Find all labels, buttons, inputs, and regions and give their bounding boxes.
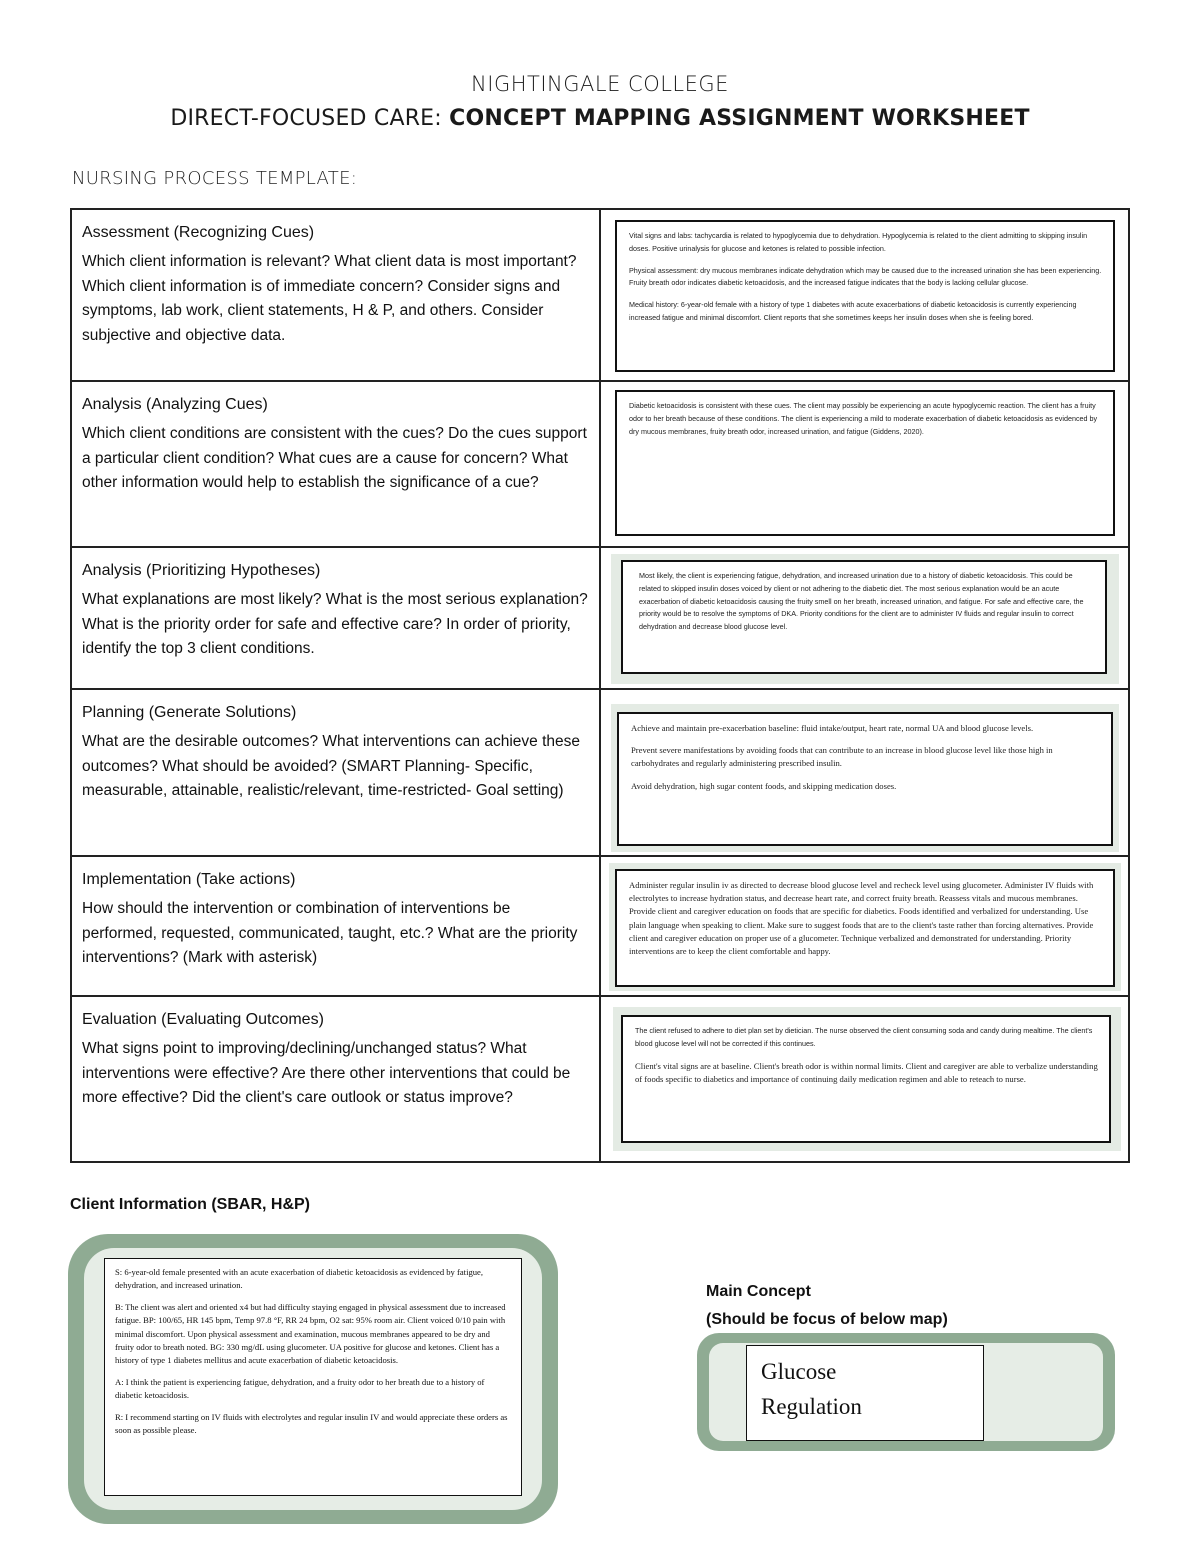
prioritizing-row [72,548,1128,690]
main-concept-label: Main Concept [706,1283,811,1300]
client-info-box[interactable] [104,1258,522,1496]
section-title: Analysis (Prioritizing Hypotheses) [82,562,321,579]
sbar-situation: S: 6-year-old female presented with an acute exacerbation of diabetic ketoacidosis as evidenced by fatigue, dehydration, and increased urination. [115,1267,484,1291]
answer-paragraph: Avoid dehydration, high sugar content foods, and skipping medication doses. [631,780,897,791]
answer-paragraph: Administer regular insulin iv as directed to decrease blood glucose level and recheck level using glucometer. Administer IV fluids with electrolytes to increase hydration status, and decrease heart rate, and correct fruity breath. Reassess vitals and mucous membranes. Provide client and caregiver education on foods that are specific for diabetics. Foods identified and verbalized for understanding. Use plain language when speaking to client. Make sure to suggest foods that are to the client's taste rather than forcing alternatives. Provide client and caregiver education on proper use of a glucometer. Technique verbalized and demonstrated for understanding. Priority interventions are to keep the client comfortable and happy. [629,880,1094,957]
answer-paragraph: Achieve and maintain pre-exacerbation baseline: fluid intake/output, heart rate, normal UA and blood glucose levels. [631,723,1034,733]
implementation-question-cell [72,857,601,995]
answer-paragraph: Diabetic ketoacidosis is consistent with these cues. The client may possibly be experiencing an acute hypoglycemic reaction. The client has a fruity odor to her breath because of these conditions. The client is experiencing a mild to moderate exacerbation of diabetic ketoacidosis as evidenced by dry mucous membranes, fruity breath odor, increased urination, and fatigue (Giddens, 2020). [629,401,1098,436]
answer-box[interactable] [617,712,1113,846]
answer-box[interactable] [615,390,1115,536]
course-title: CONCEPT MAPPING ASSIGNMENT WORKSHEET [449,106,1030,131]
answer-paragraph: Client's vital signs are at baseline. Client's breath odor is within normal limits. Client and caregiver are able to verbalize understanding of foods specific to diabetics and importance of continuing daily medication regimen and able to reteach to nurse. [635,1060,1098,1084]
main-concept-hint: (Should be focus of below map) [706,1311,948,1328]
main-concept-line: Glucose [761,1359,837,1384]
course-prefix: DIRECT-FOCUSED CARE: [170,106,450,131]
answer-paragraph: The client refused to adhere to diet plan set by dietician. The nurse observed the client consuming soda and candy during mealtime. The client's blood glucose level will not be corrected if this continues. [635,1026,1093,1048]
main-concept-line: Regulation [761,1394,862,1419]
implementation-answer-cell [603,857,1128,995]
sbar-assessment: A: I think the patient is experiencing fatigue, dehydration, and a fruity odor to her breath due to a history of diabetic ketoacidosis. [115,1376,485,1401]
analyzing-cues-question-cell [72,382,601,546]
worksheet-title [0,106,1200,131]
analyzing-cues-answer-cell [603,382,1128,546]
answer-paragraph: Prevent severe manifestations by avoiding foods that can contribute to an increase in blood glucose level like those high in carbohydrates and regularly administering prescribed insulin. [631,745,1053,769]
assessment-question-cell [72,210,601,380]
section-title: Implementation (Take actions) [82,871,296,888]
evaluation-answer-cell [603,997,1128,1161]
evaluation-row [72,997,1128,1161]
section-prompt: What explanations are most likely? What is the most serious explanation? What is the priority order for safe and effective care? In order of priority, identify the top 3 client conditions. [82,591,588,657]
assessment-row [72,210,1128,382]
answer-paragraph: Vital signs and labs: tachycardia is related to hypoglycemia due to dehydration. Hypoglycemia is related to the client admitting to skipping insulin doses. Positive urinalysis for glucose and ketones is related to possible infection. [629,231,1088,253]
answer-paragraph: Physical assessment: dry mucous membranes indicate dehydration which may be caused due to the increased urination she has been experiencing. Fruity breath odor indicates diabetic ketoacidosis, and the increased fatigue indicates that the body is lacking cellular glucose. [629,265,1102,288]
section-title: Evaluation (Evaluating Outcomes) [82,1011,324,1028]
section-title: Planning (Generate Solutions) [82,704,297,721]
planning-question-cell [72,690,601,855]
section-title: Analysis (Analyzing Cues) [82,396,268,413]
answer-paragraph: Medical history: 6-year-old female with a history of type 1 diabetes with acute exacerbations of diabetic ketoacidosis is currently experiencing increased fatigue and minimal discomfort. Client reports that she sometimes keeps her insulin doses when she is feeling bored. [629,300,1077,322]
section-prompt: Which client conditions are consistent with the cues? Do the cues support a particular client condition? What cues are a cause for concern? What other information would help to establish the significance of a cue? [82,425,587,491]
assessment-answer-cell [603,210,1128,380]
main-concept-box[interactable] [746,1345,984,1441]
answer-paragraph: Most likely, the client is experiencing fatigue, dehydration, and increased urination due to a history of diabetic ketoacidosis. This could be related to skipped insulin doses voiced by client or not adhering to the diabetic diet. The most serious explanation would be an acute exacerbation of diabetic ketoacidosis causing the fruity smell on her breath, increased urination, and fatigue. For safe and effective care, the priority would be to resolve the symptoms of DKA. Priority conditions for the client are to administer IV fluids and regular insulin to correct dehydration and decrease blood glucose level. [639,571,1084,632]
section-prompt: What signs point to improving/declining/unchanged status? What interventions were effective? Are there other interventions that could be more effective? Did the client's care outlook or status improve? [82,1040,571,1106]
answer-box[interactable] [615,220,1115,372]
main-concept-title [706,1278,948,1334]
sbar-background: B: The client was alert and oriented x4 but had difficulty staying engaged in physical assessment due to increased fatigue. BP: 100/65, HR 145 bpm, Temp 97.8 °F, RR 24 bpm, O2 sat: 95% room air. Client voiced 0/10 pain with minimal discomfort. Upon physical assessment and examination, mucous membranes appeared to be dry and fruity odor to breath noted. BG: 330 mg/dL using glucometer. UA positive for glucose and ketones. Client has a history of type 1 diabetes mellitus and acute exacerbation of diabetic ketoacidosis. [115,1301,506,1366]
section-prompt: How should the intervention or combination of interventions be performed, requested, communicated, taught, etc.? What are the priority interventions? (Mark with asterisk) [82,900,578,966]
planning-row [72,690,1128,857]
prioritizing-question-cell [72,548,601,688]
answer-box[interactable] [621,560,1107,674]
analyzing-cues-row [72,382,1128,548]
section-prompt: What are the desirable outcomes? What interventions can achieve these outcomes? What should be avoided? (SMART Planning- Specific, measurable, attainable, realistic/relevant, time-restricted- Goal setting) [82,733,580,799]
planning-answer-cell [603,690,1128,855]
college-name: NIGHTINGALE COLLEGE [471,72,729,96]
section-prompt: Which client information is relevant? What client data is most important? Which client information is of immediate concern? Consider signs and symptoms, lab work, client statements, H & P, and others. Consider subjective and objective data. [82,253,577,344]
prioritizing-answer-cell [603,548,1128,688]
template-label: NURSING PROCESS TEMPLATE: [72,168,358,189]
sbar-recommendation: R: I recommend starting on IV fluids with electrolytes and regular insulin IV and would appreciate these orders as soon as possible please. [115,1411,508,1436]
answer-box[interactable] [615,869,1115,987]
section-title: Assessment (Recognizing Cues) [82,224,315,241]
client-info-title: Client Information (SBAR, H&P) [70,1196,310,1213]
evaluation-question-cell [72,997,601,1161]
implementation-row [72,857,1128,997]
nursing-process-grid [70,208,1130,1163]
answer-box[interactable] [621,1015,1111,1143]
